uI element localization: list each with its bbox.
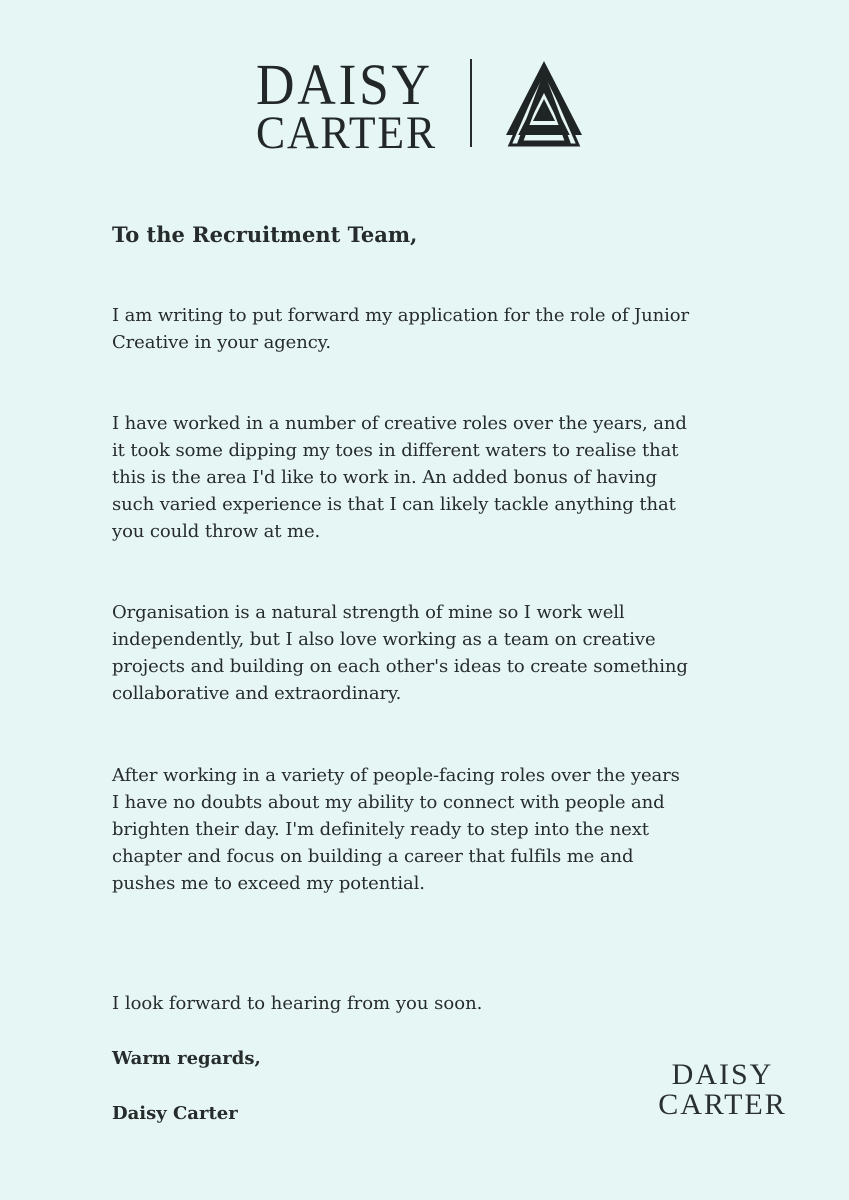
sign-off: Warm regards, — [112, 1048, 261, 1069]
signed-name: Daisy Carter — [112, 1103, 238, 1124]
letter-paragraph-2: I have worked in a number of creative roles over the years, and it took some dipping my toes in different waters to realise that this is the area I'd like to work in. An added bonus of having such varied experience is that I can likely tackle anything that you could throw at me. — [112, 413, 687, 542]
letter-greeting: To the Recruitment Team, — [112, 222, 418, 247]
brand-last-name: CARTER — [256, 107, 437, 159]
letterhead — [0, 52, 849, 159]
brand-first-name: DAISY — [256, 52, 433, 117]
triangle-logo-icon — [504, 59, 590, 147]
letter-paragraph-3: Organisation is a natural strength of mine so I work well independently, but I also love working as a team on creative projects and building on each other's ideas to create something collaborative and extraordinary. — [112, 602, 688, 704]
letter-paragraph-4: After working in a variety of people-facing roles over the years I have no doubts about my ability to connect with people and brighten their day. I'm definitely ready to step into the next chapter and focus on building a career that fulfils me and pushes me to exceed my potential. — [112, 765, 680, 894]
signature-last-name: CARTER — [658, 1088, 787, 1121]
letter-paragraph-1: I am writing to put forward my application for the role of Junior Creative in your agency. — [112, 305, 690, 353]
header-divider — [470, 59, 472, 147]
signature-mark — [650, 1060, 795, 1120]
signature-first-name: DAISY — [671, 1058, 774, 1091]
closing-line: I look forward to hearing from you soon. — [112, 993, 483, 1014]
brand-wordmark — [256, 52, 446, 159]
